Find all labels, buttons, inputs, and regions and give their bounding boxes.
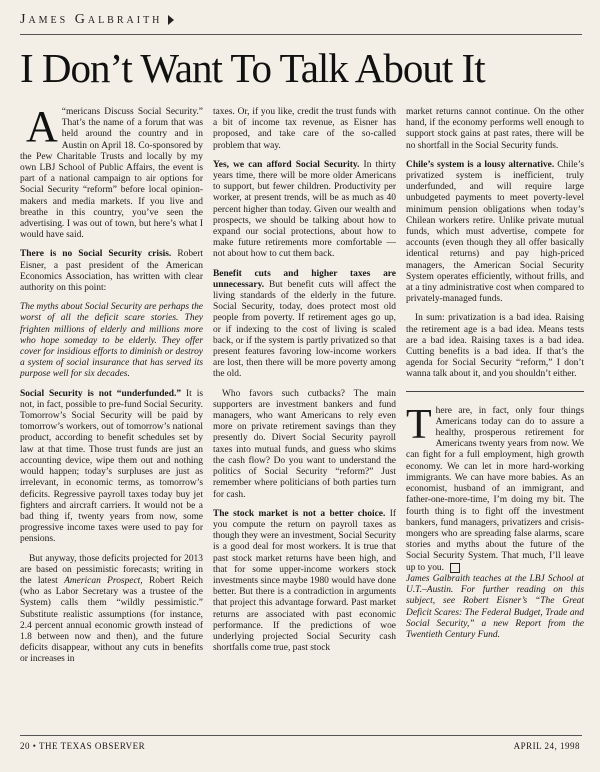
section-afford	[213, 160, 396, 261]
paragraph-market-returns: market returns cannot continue. On the other hand, if the economy performs well enough to support stock gains at past rates, there will be no shortfall in the Social Security funds.	[406, 107, 584, 151]
article-body	[20, 102, 584, 727]
section-heading: Chile’s system is a lousy alternative.	[406, 159, 555, 170]
section-no-crisis	[20, 249, 203, 294]
column-3	[406, 107, 584, 649]
author-byline	[20, 12, 174, 28]
eisner-quote: The myths about Social Security are perhaps the worst of all the deficit scare stories. They frighten millions of elderly and millions more who hope someday to be elderly. They offer cover for insidious efforts to diminish or destroy a system of social insurance that has served its purpose well for six decades.	[20, 302, 203, 380]
intro-paragraph	[20, 102, 203, 241]
footer-page-number: 20 • THE TEXAS OBSERVER	[20, 741, 146, 751]
author-name: James Galbraith	[20, 12, 163, 27]
section-heading: Social Security is not “underfunded.”	[20, 388, 182, 399]
footer-date: APRIL 24, 1998	[513, 741, 580, 751]
author-bio: James Galbraith teaches at the LBJ School at U.T.–Austin. For further reading on this subject, see Robert Eisner’s “The Great Deficit Scares: The Federal Budget, Trade and Social Security,” a new Report from the Twentieth Century Fund.	[406, 573, 584, 640]
publication-title: American Prospect,	[64, 575, 143, 586]
section-text: In thirty years time, there will be more older Americans to support, but fewer children. Productivity per worker, at present trends, will be as much as 40 percent higher than today. Given our wealth and prospects, we should be talking about how to expand our social protections, about how to make future retirements more comfortable — not about how to cut them back.	[213, 159, 396, 260]
header-rule	[20, 34, 582, 35]
drop-cap: A	[26, 102, 58, 151]
drop-cap: T	[406, 401, 432, 448]
section-text: It is not, in fact, possible to pre-fund Social Security. Tomorrow’s Social Security will be paid by tomorrow’s workers, out of tomorrow’s national product, according to benefit schedules set by law at that time. Those trust funds are just an accounting device, wipe them out and nothing would happen; today’s surpluses are just as irrelevant, in economic terms, as tomorrow’s deficits. Regressive payroll taxes today buy jet fighters and aircraft carriers. It would not be a bad thing if, twenty years from now, some progressive income taxes were used to pay for pensions.	[20, 388, 203, 545]
paragraph-text: But anyway, those deficits projected for 2013 are based on pessimistic forecasts; writing in the latest	[20, 553, 203, 586]
open-quote: “	[61, 107, 66, 117]
column-2	[213, 107, 396, 654]
article-headline: I Don’t Want To Talk About It	[20, 45, 485, 91]
section-text: If you compute the return on payroll taxes as though they were an investment, Social Security is a good deal for most workers. It is true that past stock market returns have been high, and that for some upper-income workers stock investments since maybe 1980 would have done better. But there is a contradiction in arguments that project this advantage forward. Past market returns are associated with past economic performance. If the predictions of woe underlying projected Social Security cash shortfalls come true, past stock	[213, 508, 396, 654]
column-1	[20, 102, 204, 666]
section-divider	[406, 391, 584, 392]
section-stock-market	[213, 509, 396, 655]
closing-text: here are, in fact, only four things Americans today can do to assure a healthy, prosperous retirement for Americans twenty years from now. We can fight for a full employment, high growth economy. We can let in more hard-working immigrants. We can have more babies. As an economist, husband of an immigrant, and father-one-more-time, I’m doing my bit. The fourth thing is to fight off the investment bankers, fund managers, privatizers and crisis-mongers who are spreading false alarms, scare stories and myths about the future of the Social Security System. That much, I’ll leave up to you.	[406, 405, 584, 573]
paragraph-taxes: taxes. Or, if you like, credit the trust funds with a bit of income tax revenue, as Eisner has proposed, and take care of the so-called problem that way.	[213, 107, 396, 151]
paragraph-deficits	[20, 554, 203, 666]
section-underfunded	[20, 389, 203, 546]
intro-text: mericans Discuss Social Security.” That’s the name of a forum that was held around the country and in Austin on April 18. Co-sponsored by the Pew Charitable Trusts and locally by my own LBJ School of Public Affairs, the event is part of a national campaign to air options for Social Security “reform” before local opinion-makers and media markets. If you live and breathe in this country, you’ve seen the advertising. I was out of town, but here’s what I would have said.	[20, 107, 203, 241]
triangle-arrow-icon	[168, 15, 174, 25]
footer-rule	[20, 735, 582, 736]
section-chile	[406, 160, 584, 306]
section-heading: The stock market is not a better choice.	[213, 508, 386, 519]
section-text: But benefit cuts will affect the living standards of the elderly in the future. Social Security, today, does protect most old people from poverty. If retirement ages go up, or if indexing to the cost of living is scaled back, or if the system is partly privatized so that present features favoring low-income workers are lost, then there will be more poverty among the old.	[213, 279, 396, 380]
section-text: Chile’s privatized system is inefficient, truly underfunded, and will require large unbudgeted payments to meet poverty-level minimum pension obligations when today’s Chilean workers retire. Unlike private mutual funds, which must advertise, compete for accounts (even though they all offer basically identical returns) and pay high-priced managers, the American Social Security System operates efficiently, without frills, and at a tiny administrative cost when compared to privately-managed funds.	[406, 159, 584, 305]
section-text: Robert Eisner, a past president of the American Economics Association, has written with clear authority on this point:	[20, 249, 204, 294]
closing-paragraph	[406, 401, 584, 574]
section-heading: There is no Social Security crisis.	[20, 249, 172, 260]
section-heading: Benefit cuts and higher taxes are unnecessary.	[213, 268, 396, 290]
section-benefit-cuts	[213, 269, 396, 381]
paragraph-summary: In sum: privatization is a bad idea. Raising the retirement age is a bad idea. Means tests are a bad idea. Raising taxes is a bad idea. Cutting benefits is a bad idea. If that’s the agenda for Social Security “reform,” I don’t wanna talk about it, and you shouldn’t either.	[406, 313, 584, 380]
section-heading: Yes, we can afford Social Security.	[213, 159, 360, 170]
end-mark-icon	[450, 563, 460, 573]
paragraph-who-favors: Who favors such cutbacks? The main supporters are investment bankers and fund managers, who want Americans to rely even more on private retirement savings than they presently do. Divert Social Security payroll taxes into mutual funds, and guess who skims the cash flow? Do you want to understand the politics of Social Security “reform?” Just remember where politicians of both parties turn for cash.	[213, 388, 396, 500]
paragraph-text: Robert Reich (who as Labor Secretary was a trustee of the System) calls them “wildly pessimistic.” Substitute realistic assumptions (for instance, 2.4 percent annual economic growth instead of 1.8 between now and then), and the future deficits disappear, without any cuts in benefits or increases in	[20, 575, 204, 665]
